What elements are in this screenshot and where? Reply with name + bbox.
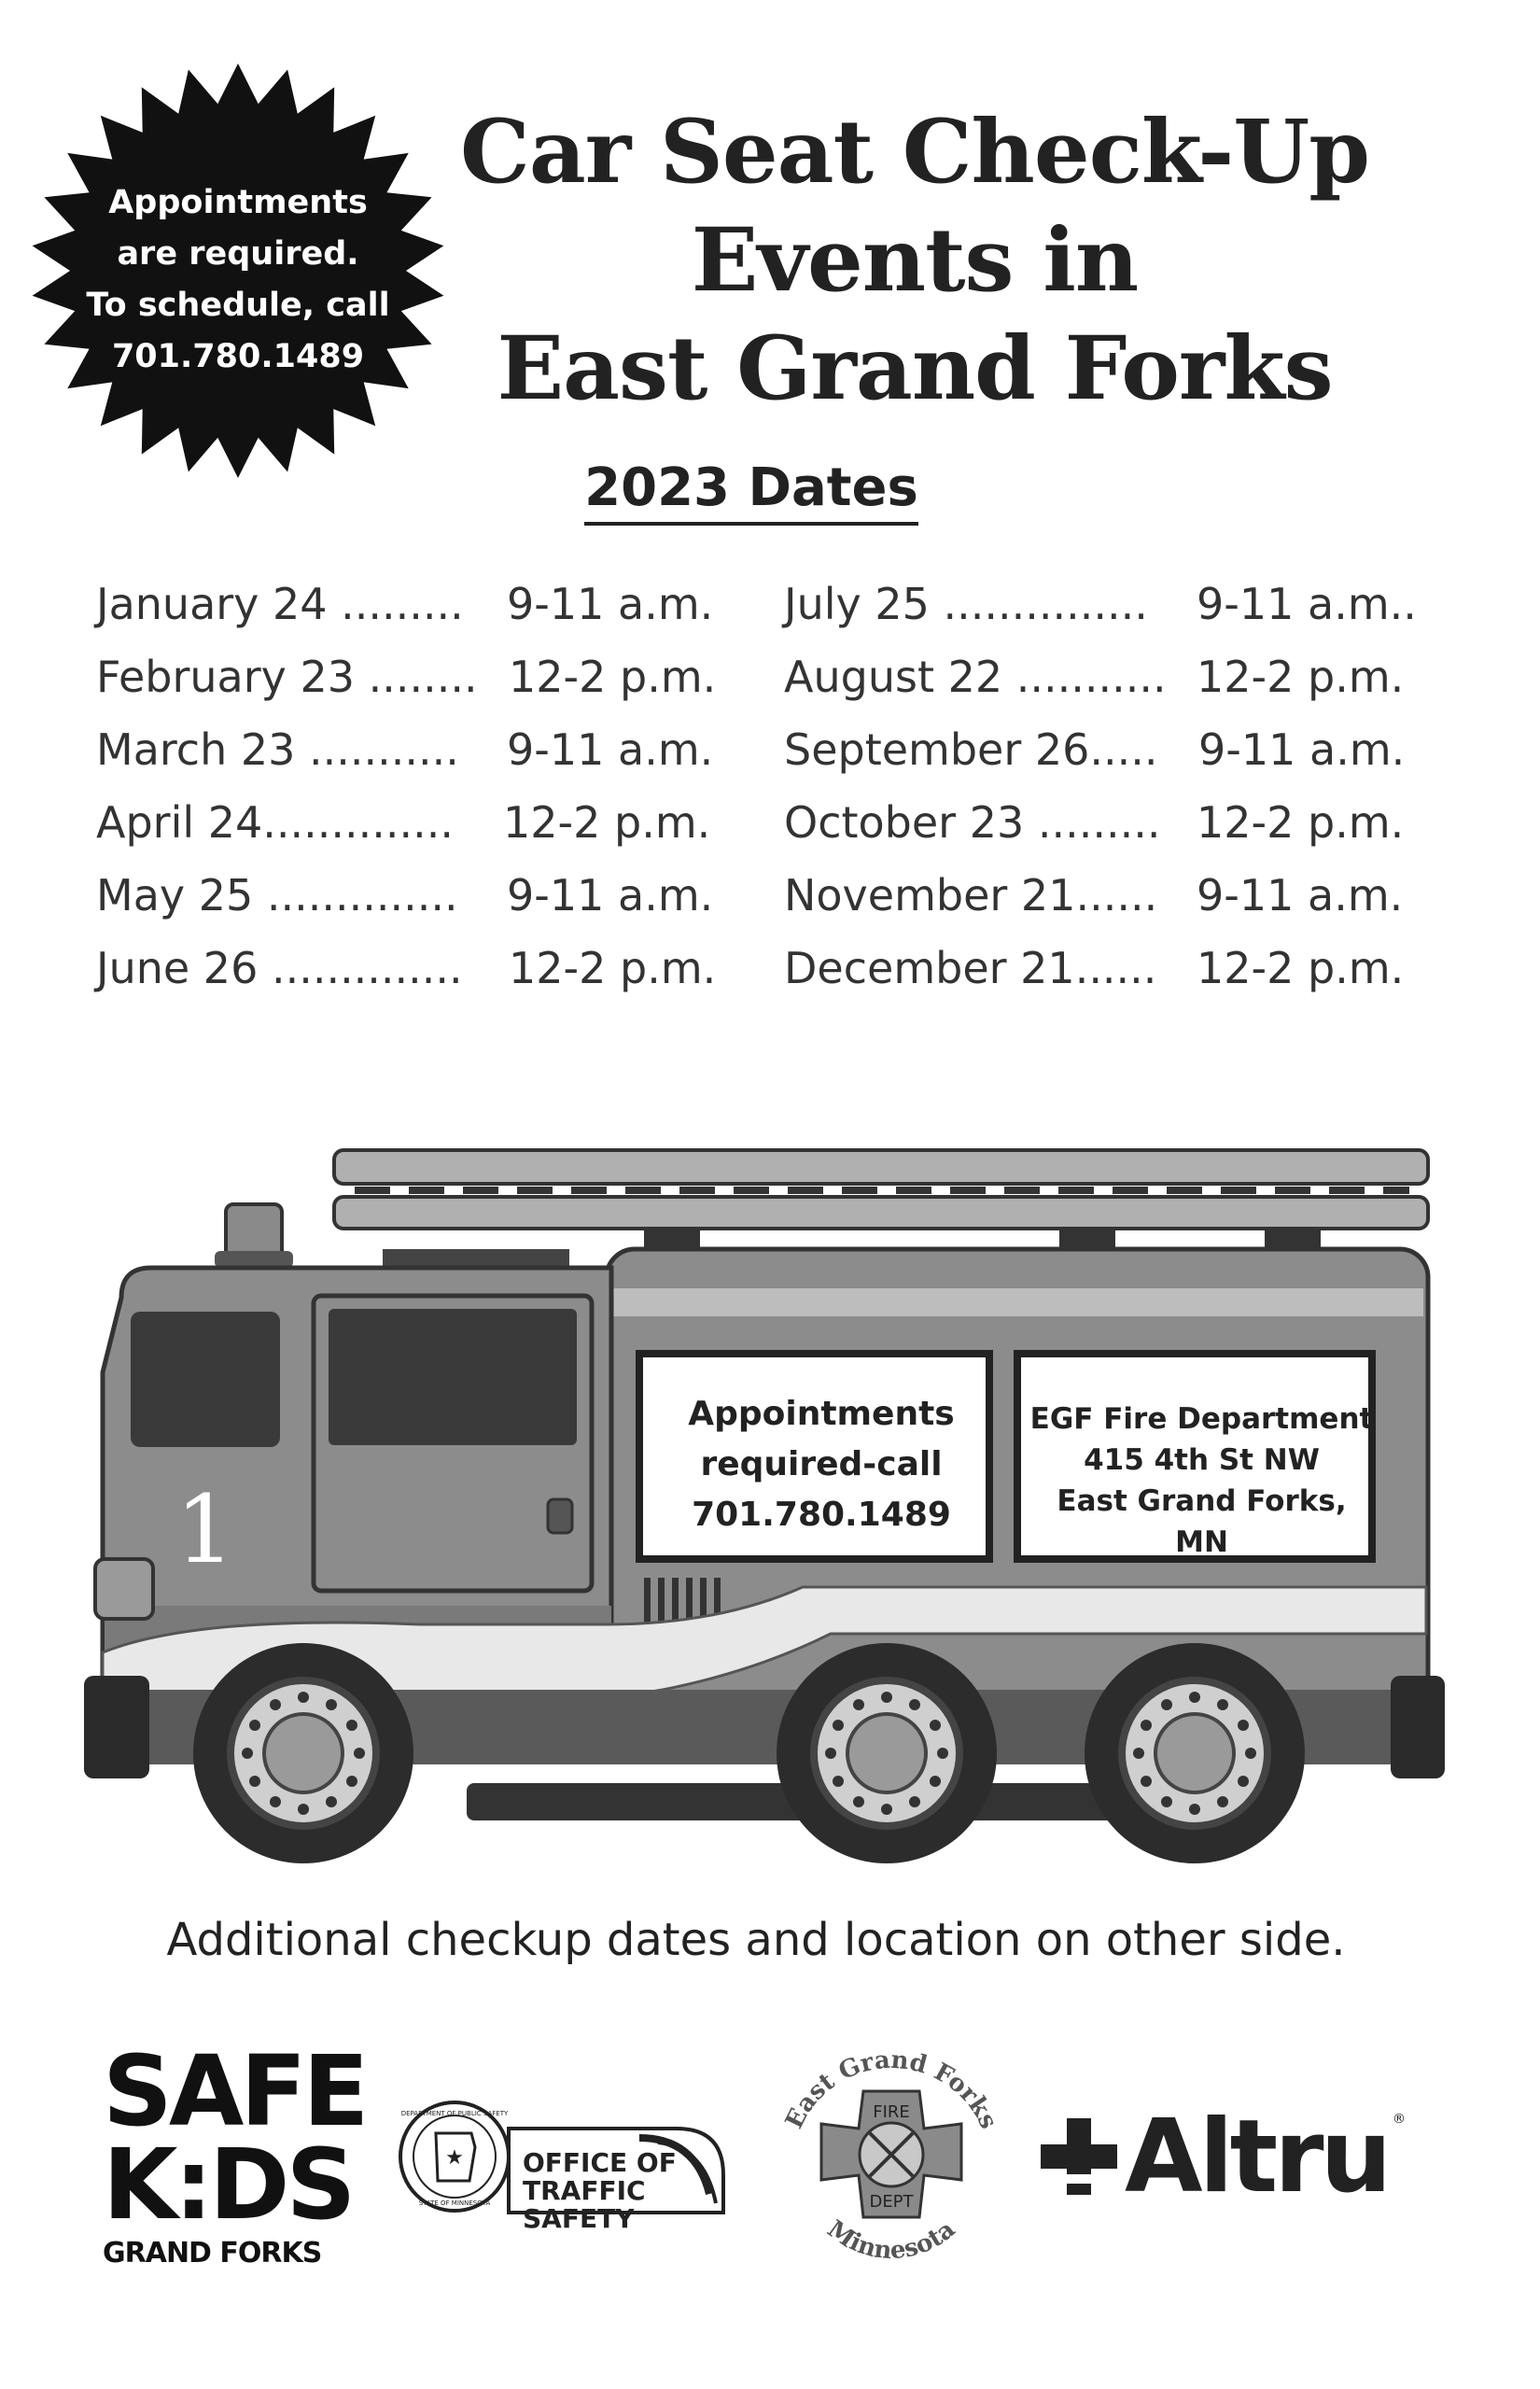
schedule-time: 9-11 a.m. — [1197, 870, 1404, 920]
wheel-lug — [242, 1748, 253, 1759]
wheel-lug — [833, 1776, 844, 1787]
rear-wheel — [1085, 1643, 1305, 1863]
ots-line2: TRAFFIC SAFETY — [523, 2175, 646, 2234]
schedule-date: January 24 ......... — [96, 579, 464, 629]
schedule-time: 9-11 a.m.. — [1197, 579, 1417, 629]
schedule-time: 12-2 p.m. — [1197, 943, 1405, 993]
dates-heading-text: 2023 Dates — [584, 457, 918, 526]
wheel-lug — [1133, 1748, 1144, 1759]
notice-line: Appointments — [108, 184, 368, 221]
wheel-lug — [326, 1796, 337, 1807]
dates-heading — [0, 457, 1503, 518]
wheel-lug — [354, 1748, 365, 1759]
wheel-lug — [249, 1776, 260, 1787]
schedule-row — [784, 932, 1437, 1005]
schedule-row — [96, 568, 731, 640]
schedule-row — [96, 786, 731, 859]
safe-kids-logo — [103, 2034, 366, 2270]
safe-kids-line1: SAFE — [103, 2034, 366, 2148]
traffic-safety-text — [523, 2149, 728, 2233]
wheel-lug — [1161, 1796, 1172, 1807]
wheel-lug — [1161, 1699, 1172, 1710]
fire-arc-top: East Grand Forks — [780, 2045, 1002, 2134]
title-line: East Grand Forks — [497, 317, 1333, 420]
schedule-time: 12-2 p.m. — [503, 797, 711, 848]
schedule-row — [784, 568, 1437, 640]
ots-line1: OFFICE OF — [523, 2147, 677, 2178]
wheel-lug — [909, 1699, 920, 1710]
middle-wheel — [777, 1643, 997, 1863]
wheel-lug — [298, 1804, 309, 1815]
appointment-sign-text — [644, 1389, 999, 1540]
wheel-lug — [1217, 1796, 1228, 1807]
wheel-lug — [881, 1804, 892, 1815]
wheel-lug — [1238, 1776, 1249, 1787]
notice-line: To schedule, call — [86, 287, 390, 324]
schedule-time: 12-2 p.m. — [1197, 797, 1405, 848]
schedule-date: November 21...... — [784, 870, 1158, 920]
schedule-date: February 23 ........ — [96, 652, 478, 702]
wheel-lug — [1141, 1720, 1152, 1731]
headlight-icon — [95, 1559, 153, 1619]
title-line: Car Seat Check-Up — [460, 101, 1369, 204]
schedule-time: 12-2 p.m. — [509, 652, 717, 702]
sign-line: required-call — [700, 1445, 943, 1483]
sign-line: Appointments — [688, 1395, 955, 1433]
schedule-row — [96, 713, 731, 786]
schedule-date: March 23 ........... — [96, 724, 459, 775]
schedule-date: September 26..... — [784, 724, 1158, 775]
address-line: East Grand Forks, MN — [1057, 1484, 1347, 1559]
schedule-row — [784, 786, 1437, 859]
schedule-date: December 21...... — [784, 943, 1157, 993]
schedule-date: May 25 .............. — [96, 870, 458, 920]
schedule-time: 9-11 a.m. — [1198, 724, 1406, 775]
schedule-row — [96, 859, 731, 932]
wheel-lug — [930, 1776, 941, 1787]
wheel-lug — [1245, 1748, 1256, 1759]
page-title — [439, 98, 1391, 423]
cab-window — [131, 1312, 280, 1447]
wheel-lug — [1141, 1776, 1152, 1787]
schedule-time: 9-11 a.m. — [507, 870, 714, 920]
safe-kids-line2: K:DS — [103, 2128, 353, 2241]
wheel-lug — [909, 1796, 920, 1807]
footer-note: Additional checkup dates and location on other side. — [166, 1914, 1346, 1966]
front-wheel — [193, 1643, 413, 1863]
altru-wordmark: Altru — [1125, 2099, 1389, 2215]
schedule-row — [96, 640, 731, 713]
wheel-lug — [1238, 1720, 1249, 1731]
wheel-lug — [937, 1748, 948, 1759]
wheel-lug — [825, 1748, 836, 1759]
schedule-row — [784, 713, 1437, 786]
wheel-lug — [833, 1720, 844, 1731]
wheel-lug — [326, 1699, 337, 1710]
schedule-row — [784, 859, 1437, 932]
schedule-time: 12-2 p.m. — [1197, 652, 1405, 702]
wheel-lug — [1217, 1699, 1228, 1710]
wheel-lug — [346, 1776, 357, 1787]
fire-badge-top: FIRE — [873, 2102, 910, 2122]
svg-text:★: ★ — [445, 2146, 464, 2170]
address-sign-text — [1027, 1398, 1377, 1563]
rear-bumper — [1391, 1676, 1445, 1778]
wheel-lug — [270, 1796, 281, 1807]
wheel-lug — [881, 1692, 892, 1703]
fire-badge-bottom: DEPT — [869, 2192, 914, 2212]
ladder — [334, 1150, 1428, 1229]
wheel-lug — [346, 1720, 357, 1731]
schedule-time: 12-2 p.m. — [509, 943, 717, 993]
fire-arc-bottom: Minnesota — [821, 2214, 961, 2266]
notice-phone: 701.780.1489 — [111, 338, 365, 375]
front-bumper — [84, 1676, 149, 1778]
altru-registered-mark: ® — [1393, 2112, 1406, 2127]
wheel-lug — [270, 1699, 281, 1710]
schedule-date: July 25 ............... — [784, 579, 1148, 629]
wheel-lug — [1189, 1692, 1200, 1703]
wheel-lug — [930, 1720, 941, 1731]
wheel-lug — [249, 1720, 260, 1731]
schedule-date: October 23 ......... — [784, 797, 1161, 848]
appointment-notice — [56, 177, 420, 383]
schedule-date: June 26 .............. — [96, 943, 463, 993]
schedule-row — [96, 932, 731, 1005]
wheel-lug — [1189, 1804, 1200, 1815]
schedule-row — [784, 640, 1437, 713]
wheel-lug — [853, 1699, 864, 1710]
schedule-date: April 24.............. — [96, 797, 455, 848]
address-line: EGF Fire Department — [1029, 1402, 1374, 1436]
address-line: 415 4th St NW — [1084, 1443, 1320, 1477]
schedule-date: August 22 ........... — [784, 652, 1167, 702]
wheel-lug — [298, 1692, 309, 1703]
schedule-time: 9-11 a.m. — [507, 724, 714, 775]
egf-fire-dept-logo — [765, 2035, 1017, 2278]
wheel-lug — [853, 1796, 864, 1807]
title-line: Events in — [691, 209, 1139, 312]
truck-number: 1 — [175, 1475, 235, 1584]
seal-top-text: DEPARTMENT OF PUBLIC SAFETY — [400, 2110, 509, 2117]
safe-kids-line3: GRAND FORKS — [103, 2237, 322, 2270]
schedule-time: 9-11 a.m. — [507, 579, 714, 629]
sign-phone: 701.780.1489 — [692, 1496, 951, 1534]
svg-text:Minnesota — [822, 2215, 961, 2265]
notice-line: are required. — [117, 235, 359, 273]
seal-bottom-text: STATE OF MINNESOTA — [418, 2199, 491, 2207]
